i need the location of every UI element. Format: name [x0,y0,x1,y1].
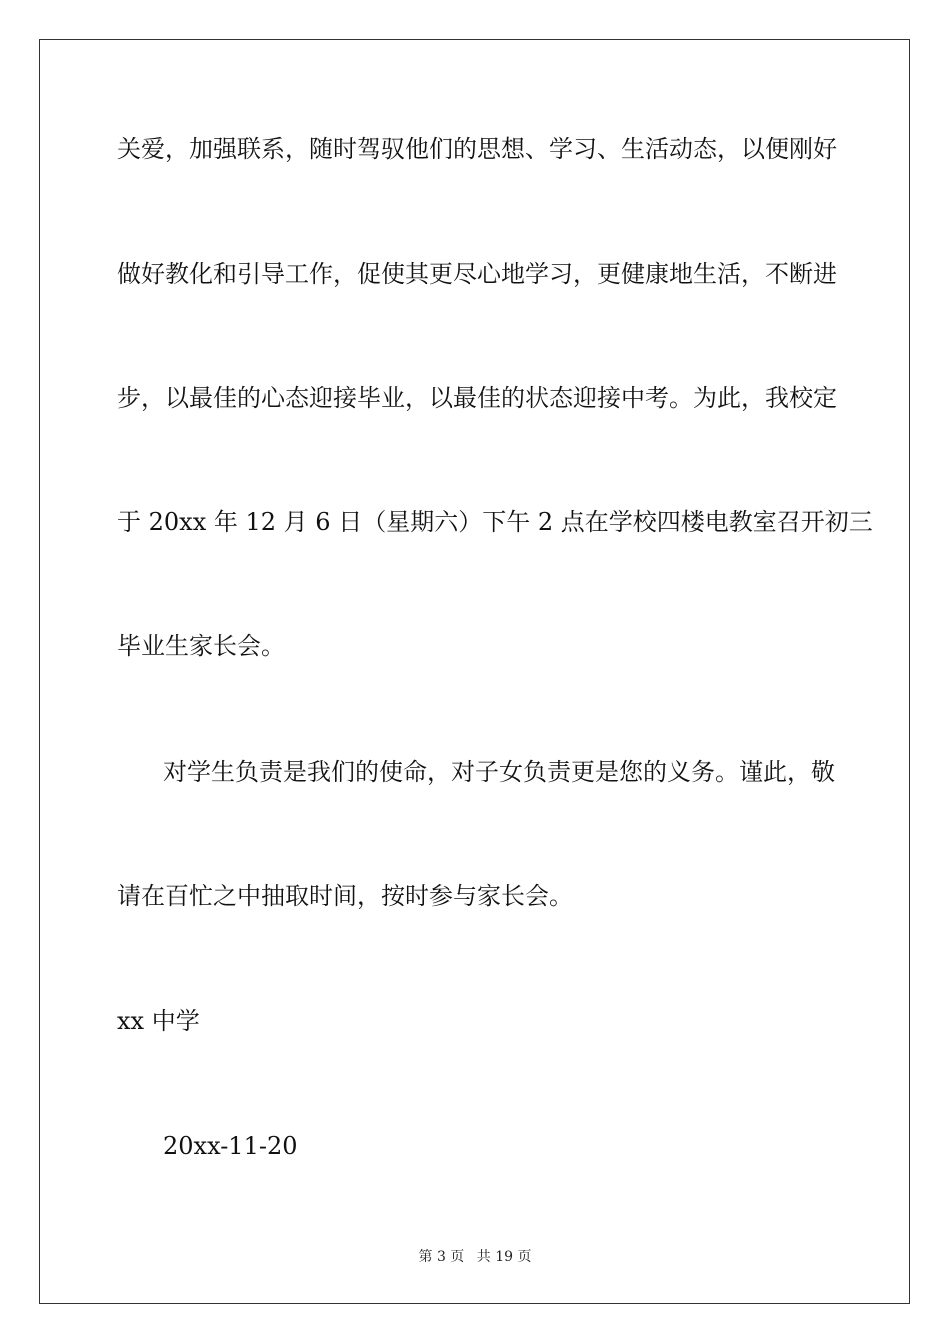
paragraph-line-7: 请在百忙之中抽取时间，按时参与家长会。 [117,882,573,910]
paragraph-line-3: 步，以最佳的心态迎接毕业，以最佳的状态迎接中考。为此，我校定 [117,384,837,412]
paragraph-line-4: 于 20xx 年 12 月 6 日（星期六）下午 2 点在学校四楼电教室召开初三 [117,508,873,536]
paragraph-line-1: 关爱，加强联系，随时驾驭他们的思想、学习、生活动态，以便刚好 [117,135,837,163]
page-footer [0,1248,950,1266]
paragraph-line-2: 做好教化和引导工作，促使其更尽心地学习，更健康地生活，不断进 [117,260,837,288]
signature-school: xx 中学 [117,1007,200,1035]
paragraph-line-5: 毕业生家长会。 [117,632,285,660]
page-border [39,39,910,1304]
signature-date: 20xx-11-20 [163,1132,298,1160]
page-total: 共 19 页 [476,1249,532,1265]
page-number: 第 3 页 [418,1249,465,1265]
paragraph-line-6: 对学生负责是我们的使命，对子女负责更是您的义务。谨此，敬 [163,758,835,786]
